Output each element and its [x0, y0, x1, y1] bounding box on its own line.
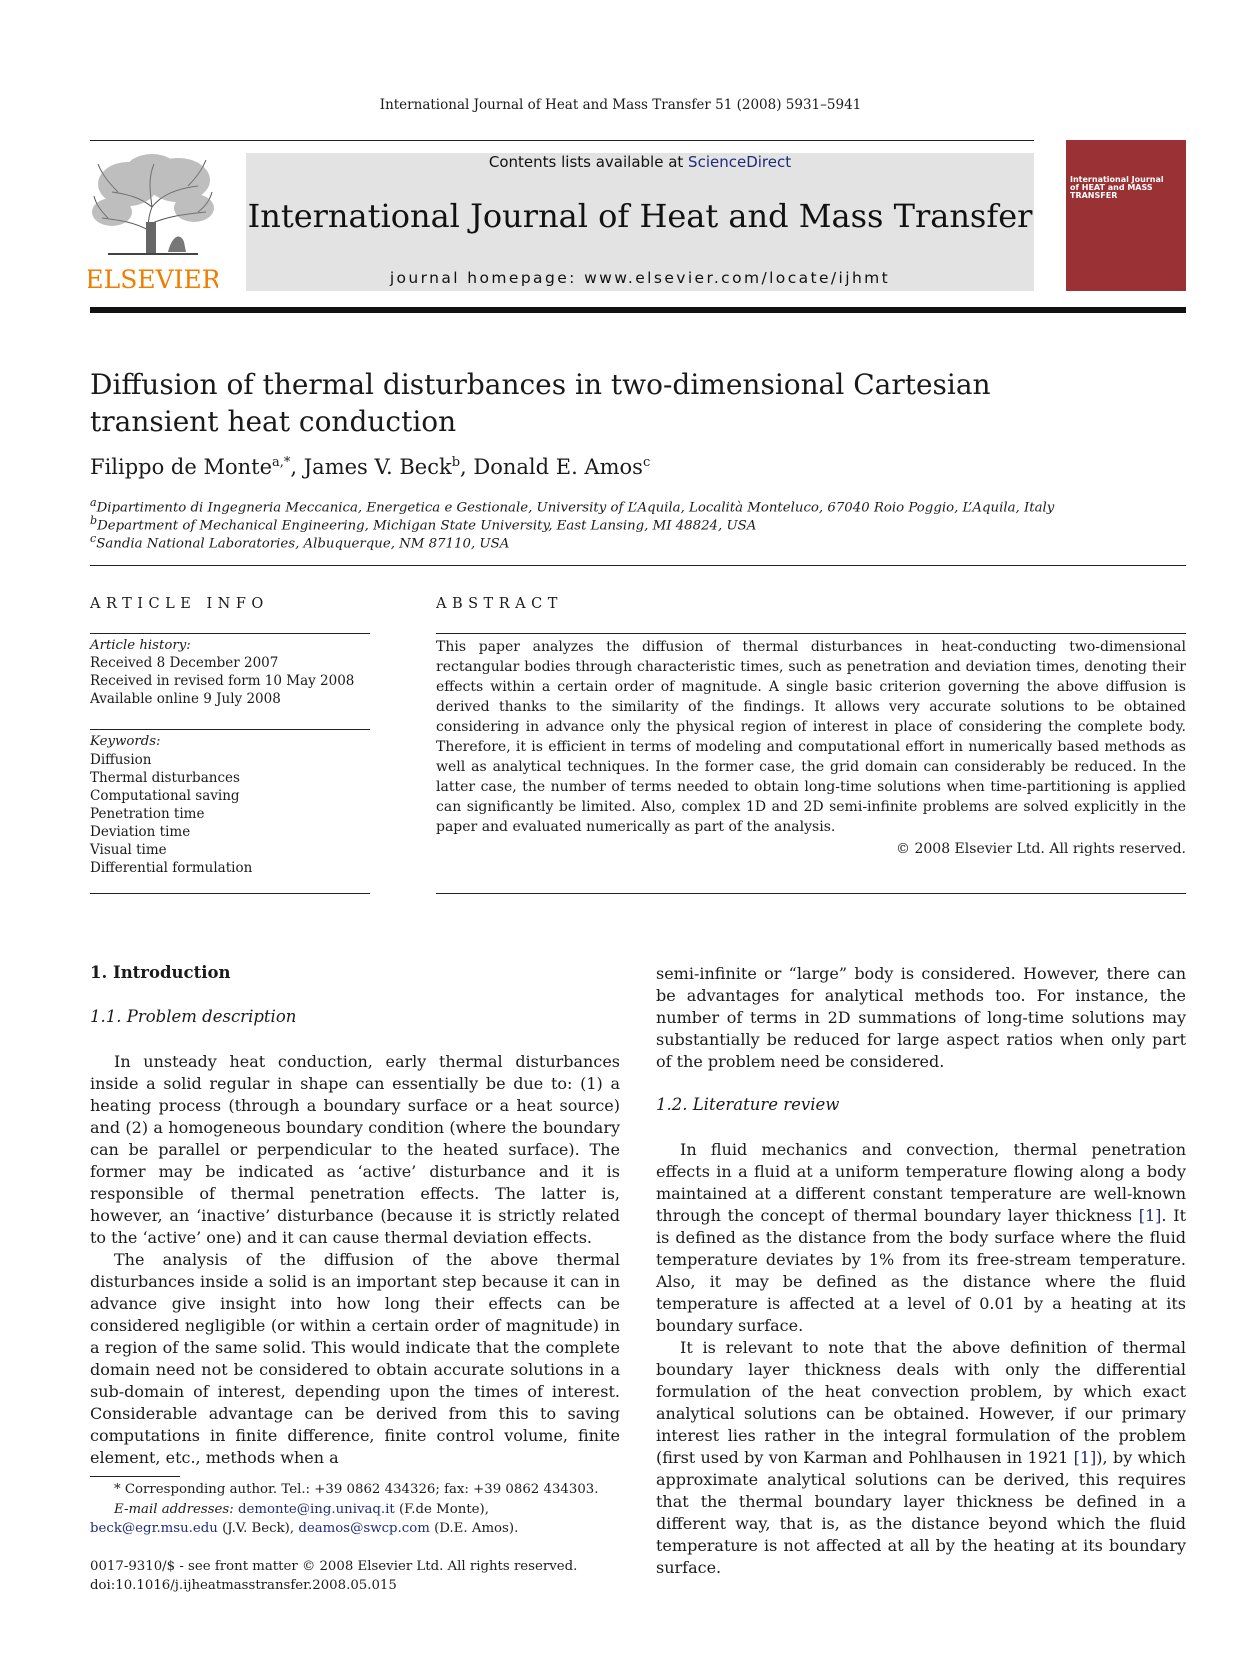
- email-label: E-mail addresses:: [114, 1502, 234, 1517]
- keyword: Visual time: [90, 842, 167, 858]
- article-title: Diffusion of thermal disturbances in two-dimensional Cartesian transient heat conduction: [90, 368, 991, 438]
- author-name[interactable]: Donald E. Amos: [473, 455, 643, 479]
- journal-banner: [246, 153, 1034, 291]
- email-addresses: [90, 1500, 620, 1538]
- email-link[interactable]: deamos@swcp.com: [298, 1521, 430, 1536]
- body-column-right-top: [656, 963, 1186, 1073]
- email-owner: (D.E. Amos).: [434, 1521, 519, 1536]
- abstract-heading: ABSTRACT: [436, 596, 563, 612]
- email-link[interactable]: demonte@ing.univaq.it: [237, 1502, 395, 1517]
- paragraph: [656, 1337, 1186, 1579]
- journal-homepage: [246, 269, 1034, 287]
- body-column-left: [90, 1051, 620, 1469]
- history-label: Article history:: [90, 638, 191, 653]
- keyword: Differential formulation: [90, 860, 253, 876]
- info-rule: [90, 729, 370, 730]
- journal-cover[interactable]: [1066, 140, 1186, 291]
- email-owner: (F.de Monte),: [398, 1502, 489, 1517]
- paragraph: [656, 1139, 1186, 1337]
- affiliation: [90, 532, 509, 551]
- affiliation-text: Dipartimento di Ingegneria Meccanica, Energetica e Gestionale, University of L’Aquila, Località Monteluco, 67040 Roio Poggio, L’Aquila, Italy: [96, 500, 1055, 516]
- abstract-rule: [436, 893, 1186, 894]
- subsection-heading: 1.2. Literature review: [656, 1095, 840, 1114]
- info-rule: [90, 893, 370, 894]
- doi-line[interactable]: doi:10.1016/j.ijheatmasstransfer.2008.05.015: [90, 1578, 397, 1593]
- journal-title: International Journal of Heat and Mass Transfer: [247, 197, 1033, 235]
- homepage-link[interactable]: www.elsevier.com/locate/ijhmt: [584, 269, 891, 287]
- homepage-prefix: journal homepage:: [389, 269, 585, 287]
- keyword: Deviation time: [90, 824, 191, 840]
- issn-doi-block: [90, 1557, 577, 1595]
- affiliation-rule: [90, 565, 1186, 566]
- header-thick-rule: [90, 307, 1186, 313]
- author-name[interactable]: James V. Beck: [303, 455, 452, 479]
- abstract-text: This paper analyzes the diffusion of thermal disturbances in heat-conducting two-dimensional rectangular bodies through characteristic times, such as penetration and deviation times, denoting their effects within a certain order of magnitude. A single basic criterion governing the above diffusion is derived thanks to the similarity of the findings. It allows very accurate solutions to be obtained considering in advance only the physical region of interest in place of considering the complete body. Therefore, it is efficient in terms of modeling and computational effort in numerically based methods as well as analytical techniques. In the former case, the grid domain can considerably be reduced. In the latter case, the number of terms needed to obtain long-time solutions when time-partitioning is applied can significantly be limited. Also, complex 1D and 2D semi-infinite problems are solved explicitly in the paper and evaluated numerically as part of the analysis.: [436, 639, 1186, 835]
- corresponding-author-note: * Corresponding author. Tel.: +39 0862 434326; fax: +39 0862 434303.: [114, 1482, 599, 1497]
- article-info-heading: ARTICLE INFO: [90, 596, 269, 612]
- header-rule: [90, 140, 1034, 141]
- paragraph-text: In fluid mechanics and convection, thermal penetration effects in a fluid at a uniform temperature flowing along a body maintained at a different constant temperature are well-known through the concept of thermal boundary layer thickness: [656, 1140, 1186, 1225]
- author-list: Filippo de Monte$^{a,*}$, James V. Beck$^b$, Donald E. Amos$^c$: [90, 455, 651, 479]
- author-name[interactable]: Filippo de Monte: [90, 455, 273, 479]
- history-item: Received in revised form 10 May 2008: [90, 673, 355, 689]
- paragraph: The analysis of the diffusion of the above thermal disturbances inside a solid is an important step because it can in advance give insight into how long their effects can be considered negligible (or within a certain order of magnitude) in a region of the same solid. This would indicate that the complete domain need not be considered to obtain accurate solutions in a sub-domain of interest, depending upon the times of interest. Considerable advantage can be derived from this to saving computations in finite difference, finite control volume, finite element, etc., methods when a: [90, 1250, 620, 1467]
- reference-link[interactable]: [1]: [1073, 1448, 1097, 1467]
- affiliation-text: Sandia National Laboratories, Albuquerque, NM 87110, USA: [96, 536, 510, 552]
- paragraph-text: ), by which approximate analytical solutions can be derived, this requires that the thermal boundary layer thickness be defined in a different way, that is, as the distance beyond which the fluid temperature is not affected at all by the heating at its boundary surface.: [656, 1448, 1186, 1577]
- elsevier-tree-icon: [88, 152, 218, 294]
- reference-link[interactable]: [1]: [1138, 1206, 1162, 1225]
- body-column-right: [656, 1139, 1186, 1579]
- running-head: International Journal of Heat and Mass Transfer 51 (2008) 5931–5941: [379, 97, 862, 113]
- keyword: Penetration time: [90, 806, 205, 822]
- email-owner: (J.V. Beck),: [222, 1521, 295, 1536]
- paragraph: In unsteady heat conduction, early thermal disturbances inside a solid regular in shape can essentially be due to: (1) a heating process (through a boundary surface or a heat source) and (2) a homogeneous boundary condition (where the boundary can be parallel or perpendicular to the heated surface). The former may be indicated as ‘active’ disturbance and it is responsible of thermal penetration effects. The latter is, however, an ‘inactive’ disturbance (because it is strictly related to the ‘active’ one) and it can cause thermal deviation effects.: [90, 1052, 620, 1247]
- affiliation: [90, 514, 756, 533]
- paragraph: semi-infinite or “large” body is considered. However, there can be advantages for analytical methods too. For instance, the number of terms in 2D summations of long-time solutions may substantially be reduced for large aspect ratios when only part of the problem need be considered.: [656, 964, 1186, 1071]
- subsection-heading: 1.1. Problem description: [90, 1007, 297, 1026]
- affiliation-sup: b: [90, 514, 98, 527]
- keyword: Thermal disturbances: [90, 770, 240, 786]
- history-item: Available online 9 July 2008: [90, 691, 281, 707]
- elsevier-logo[interactable]: [88, 152, 218, 294]
- paragraph-text: . It is defined as the distance from the body surface where the fluid temperature deviates by 1% from its free-stream temperature. Also, it may be defined as the distance where the fluid temperature is affected at a level of 0.01 by a heating at its boundary surface.: [656, 1206, 1187, 1335]
- affiliation: [90, 496, 1054, 515]
- email-link[interactable]: beck@egr.msu.edu: [90, 1521, 218, 1536]
- issn-line: 0017-9310/$ - see front matter © 2008 Elsevier Ltd. All rights reserved.: [90, 1559, 578, 1574]
- elsevier-wordmark: ELSEVIER: [88, 265, 218, 294]
- contents-line: [246, 153, 1034, 171]
- affiliation-sup: a: [90, 496, 97, 509]
- author-sup: b: [451, 455, 461, 470]
- section-heading: 1. Introduction: [90, 963, 231, 982]
- author-sup: a,*: [272, 455, 291, 470]
- affiliation-sup: c: [90, 532, 97, 545]
- footnote-rule: [90, 1476, 180, 1477]
- keyword: Diffusion: [90, 752, 152, 768]
- info-rule: [90, 633, 370, 634]
- contents-prefix: Contents lists available at: [488, 153, 689, 171]
- author-sup: c: [642, 455, 651, 470]
- keyword: Computational saving: [90, 788, 240, 804]
- sciencedirect-link[interactable]: ScienceDirect: [688, 153, 792, 171]
- cover-title: International Journal of HEAT and MASS TRANSFER: [1070, 175, 1164, 200]
- abstract-rule: [436, 633, 1186, 634]
- history-item: Received 8 December 2007: [90, 655, 279, 671]
- affiliation-text: Department of Mechanical Engineering, Michigan State University, East Lansing, MI 48824, USA: [97, 518, 757, 534]
- paragraph-text: It is relevant to note that the above definition of thermal boundary layer thickness deals with only the differential formulation of the heat convection problem, by which exact analytical solutions can be obtained. However, if our primary interest lies rather in the integral formulation of the problem (first used by von Karman and Pohlhausen in 1921: [656, 1338, 1186, 1467]
- keywords-label: Keywords:: [90, 734, 161, 749]
- abstract-copyright: © 2008 Elsevier Ltd. All rights reserved.: [896, 841, 1186, 857]
